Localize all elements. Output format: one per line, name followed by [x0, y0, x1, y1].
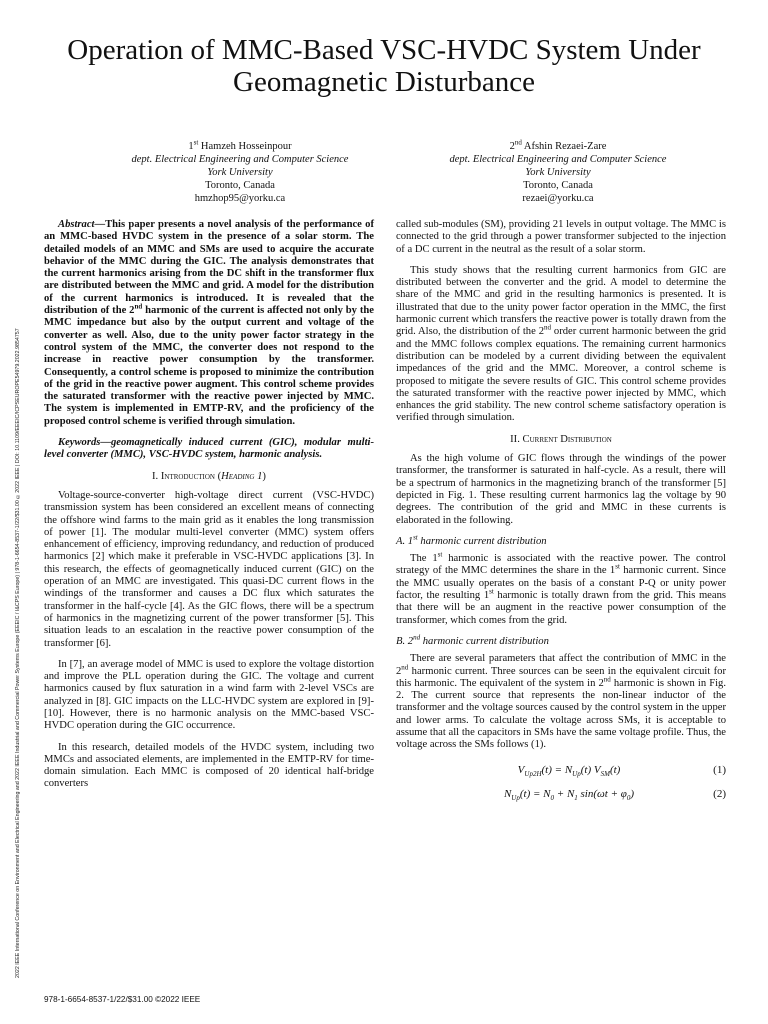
- intro-paragraph-2: In [7], an average model of MMC is used to explore the voltage distortion and improve the PLL operation during the GIC. The voltage and current harmonics caused by flux saturation in a wind farm with 2-level VSCs are analyzed in [8]. GIC impacts on the LLC-HVDC system are explored in [9]-[10]. However, there is no harmonic analysis on the MMC-based VSC-HVDC operation during the GIC occurrence.: [44, 658, 374, 732]
- left-column: [44, 219, 374, 800]
- subsection-a-heading: A. 1st harmonic current distribution: [396, 533, 547, 547]
- author-2-location: Toronto, Canada: [523, 180, 593, 191]
- section-2-paragraph: As the high volume of GIC flows through the windings of the power transformer, the transformer is saturated in half-cycle. As a result, there will be a spectrum of harmonics in the magnetizing branch of the transformer [5] depicted in Fig. 1. These resulting current harmonics lag the voltage by 90 degrees. The contribution of the grid and MMC in these currents is elaborated in the following.: [396, 453, 726, 526]
- equation-2: $N_{Up}(t) = N_0 + N_1$ $\sin(\omega t + \varphi_0)$ (2): [503, 788, 726, 803]
- author-2-email[interactable]: rezaei@yorku.ca: [522, 193, 594, 204]
- section-2-heading: II. Current Distribution: [510, 433, 612, 445]
- author-1-email[interactable]: hmzhop95@yorku.ca: [194, 193, 286, 204]
- author-2-name-line: 2nd Afshin Rezaei-Zare: [509, 138, 607, 152]
- subsection-b-paragraph: There are several parameters that affect the contribution of MMC in the 2nd harmonic current. Three sources can be seen in the equivalent circuit for this harmonic. The equivalent of the system in 2nd harmonic is shown in Fig. 2. The current source that represents the non-linear inductor of the transformer and the voltage sources caused by the control system in the upper and lower arms. To calculate the voltage across SMs, it is acceptable to assume that all the capacitors in SMs have the same voltage profile. Thus, the voltage across the SMs follows (1).: [396, 653, 726, 751]
- equation-1-number: (1): [713, 764, 726, 777]
- paper-title: Operation of MMC-Based VSC-HVDC System Under Geomagnetic Disturbance: [67, 34, 701, 98]
- section-1-heading: I. Introduction (Heading 1): [152, 470, 266, 482]
- copyright-footer: 978-1-6654-8537-1/22/$31.00 ©2022 IEEE: [44, 995, 201, 1004]
- right-paragraph-1: called sub-modules (SM), providing 21 levels in output voltage. The MMC is connected to the grid through a power transformer subjected to the injection of a DC current in the neutral as the result of a solar storm.: [396, 219, 726, 255]
- author-1-location: Toronto, Canada: [205, 180, 275, 191]
- doi-sidebar: 2022 IEEE International Conference on Environment and Electrical Engineering and 2022 IEEE Industrial and Commercial Power Systems Europe (EEEIC / I&CPS Europe) | 978-1-6654-8537-1/22/$31.00 ©2022 IEEE | DOI: 10.1109/EEEIC/ICPSEUROPE54979.2022.9854757: [15, 328, 21, 978]
- author-2-dept: dept. Electrical Engineering and Computer Science: [449, 154, 667, 165]
- abstract: Abstract—This paper presents a novel analysis of the performance of an MMC-based HVDC system in the presence of a solar storm. The detailed models of an MMC and SMs are used to acquire the accurate behavior of the MMC during the GIC. The analysis demonstrates that the current harmonics arising from the DC shift in the transformer flux are distributed between the MMC and grid. A model for the distribution of the current harmonics is introduced. It is revealed that the distribution of the 2nd harmonic of the current is affected not only by the MMC impedance but also by the output current and voltage of the converter as well. Also, due to the unity power factor strategy in the control system of the MMC, the converter does not respond to the increase in reactive power consumption by the transformer. Consequently, a control scheme is proposed to minimize the contribution of the grid in the reactive power augment. This control scheme provides the saturated transformer with the reactive power injected by MMC. The system is implemented in EMTP-RV, and the proficiency of the proposed control scheme is verified through simulation.: [44, 219, 374, 427]
- author-2: [428, 140, 688, 205]
- right-column: [396, 219, 726, 809]
- intro-paragraph-1: Voltage-source-converter high-voltage direct current (VSC-HVDC) transmission system has been considered an excellent means of connecting the offshore wind farms to the main grid as it enables the long transmission of power [1]. The modular multi-level converter (MMC) system offers enhancement of efficiency, improving redundancy, and reduction of produced harmonics [2] which make it preferable in VSC-HVDC applications [3]. In this research, the effects of geomagnetically induced current (GIC) on the operation of an MMC are investigated. This quasi-DC current flows in the windings of the transformer and causes a DC flux which saturates the transformer in the half-cycle [4]. As the GIC flows, there will be a spectrum of harmonics in the magnetizing current of the power transformer [5]. This situation leads to an escalation in the reactive power consumption of the transformer [6].: [44, 489, 374, 649]
- equation-1: $V_{Up2H}(t) = N_{Up}(t)$ $V_{SM}(t)$ (1): [517, 764, 726, 779]
- author-1-dept: dept. Electrical Engineering and Computer Science: [131, 154, 349, 165]
- subsection-b-heading: B. 2nd harmonic current distribution: [396, 633, 549, 647]
- author-1-university: York University: [207, 167, 273, 178]
- author-1-name-line: 1st Hamzeh Hosseinpour: [188, 138, 292, 152]
- right-paragraph-2: This study shows that the resulting current harmonics from GIC are distributed between the converter and the grid. A model to determine the share of the MMC and grid in the resulting harmonics is presented. It is illustrated that due to the unity power factor operation in the MMC, the first harmonic current which transfers the reactive power is totally drawn from the grid. Also, the distribution of the 2nd order current harmonic between the grid and the MMC follows complex equations. The remaining current harmonics distribution can be modeled by a current dividing between the equivalent impedances of the grid and the MMC. Moreover, a control scheme is proposed to mitigate the severe results of GIC. This control scheme provides the saturated transformer with the reactive power injected by MMC, which enhances the grid stability. The new control scheme satisfactory operation is verified through simulation.: [396, 264, 726, 424]
- author-1: [110, 140, 370, 205]
- intro-paragraph-3: In this research, detailed models of the HVDC system, including two MMCs and associated elements, are implemented in the EMTP-RV for time-domain simulation. Each MMC is composed of 20 identical half-bridge converters: [44, 741, 374, 790]
- equation-2-number: (2): [713, 788, 726, 801]
- subsection-a-paragraph: The 1st harmonic is associated with the reactive power. The control strategy of the MMC determines the share in the 1st harmonic current. Since the MMC usually operates on the basis of a constant P-Q or unity power factor, the resulting 1st harmonic is totally drawn from the grid. This means that there will be an augment in the reactive power consumption of the transformer, which comes from the grid.: [396, 550, 727, 626]
- keywords: Keywords—geomagnetically induced current (GIC), modular multi-level converter (MMC), VSC-HVDC system, harmonic analysis.: [44, 437, 374, 461]
- author-2-university: York University: [525, 167, 591, 178]
